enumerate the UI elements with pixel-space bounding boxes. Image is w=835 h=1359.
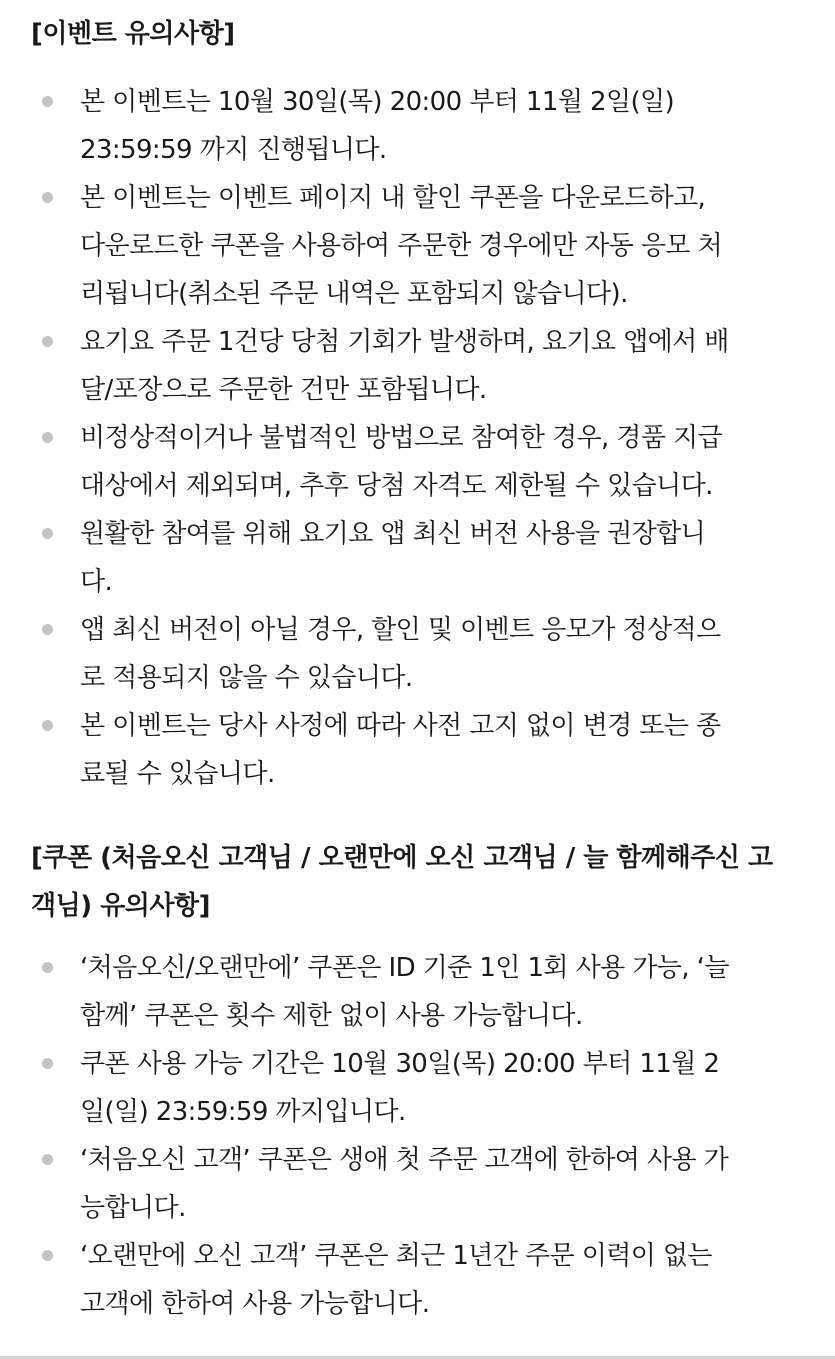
bullet-icon [42, 192, 53, 203]
bullet-icon [42, 432, 53, 443]
list-item: 쿠폰 사용 가능 기간은 10월 30일(목) 20:00 부터 11월 2 일(일) 23:59:59 까지입니다. [0, 1040, 835, 1136]
bullet-icon [42, 1250, 53, 1261]
bullet-icon [42, 720, 53, 731]
bullet-icon [42, 624, 53, 635]
bullet-icon [42, 962, 53, 973]
list-item: 본 이벤트는 이벤트 페이지 내 할인 쿠폰을 다운로드하고, 다운로드한 쿠폰을 사용하여 주문한 경우에만 자동 응모 처 리됩니다(취소된 주문 내역은 포함되지 않습니다). [0, 174, 835, 318]
list-item: 원활한 참여를 위해 요기요 앱 최신 버전 사용을 권장합니 다. [0, 510, 835, 606]
bullet-icon [42, 528, 53, 539]
list-item: 본 이벤트는 당사 사정에 따라 사전 고지 없이 변경 또는 종 료될 수 있습니다. [0, 702, 835, 798]
event-notice-title: [이벤트 유의사항] [31, 19, 235, 49]
list-item: 본 이벤트는 10월 30일(목) 20:00 부터 11월 2일(일) 23:59:59 까지 진행됩니다. [0, 78, 835, 174]
bullet-icon [42, 1154, 53, 1165]
bullet-icon [42, 336, 53, 347]
event-notice-list [0, 78, 835, 798]
list-item: 요기요 주문 1건당 당첨 기회가 발생하며, 요기요 앱에서 배 달/포장으로 주문한 건만 포함됩니다. [0, 318, 835, 414]
list-item: ‘처음오신 고객’ 쿠폰은 생애 첫 주문 고객에 한하여 사용 가 능합니다. [0, 1136, 835, 1232]
coupon-notice-title: [쿠폰 (처음오신 고객님 / 오랜만에 오신 고객님 / 늘 함께해주신 고 객님) 유의사항] [31, 843, 773, 921]
coupon-notice-list [0, 944, 835, 1328]
bullet-icon [42, 1058, 53, 1069]
bullet-icon [42, 96, 53, 107]
list-item: 앱 최신 버전이 아닐 경우, 할인 및 이벤트 응모가 정상적으 로 적용되지 않을 수 있습니다. [0, 606, 835, 702]
list-item: 비정상적이거나 불법적인 방법으로 참여한 경우, 경품 지급 대상에서 제외되며, 추후 당첨 자격도 제한될 수 있습니다. [0, 414, 835, 510]
list-item: ‘오랜만에 오신 고객’ 쿠폰은 최근 1년간 주문 이력이 없는 고객에 한하여 사용 가능합니다. [0, 1232, 835, 1328]
list-item: ‘처음오신/오랜만에’ 쿠폰은 ID 기준 1인 1회 사용 가능, ‘늘 함께’ 쿠폰은 횟수 제한 없이 사용 가능합니다. [0, 944, 835, 1040]
